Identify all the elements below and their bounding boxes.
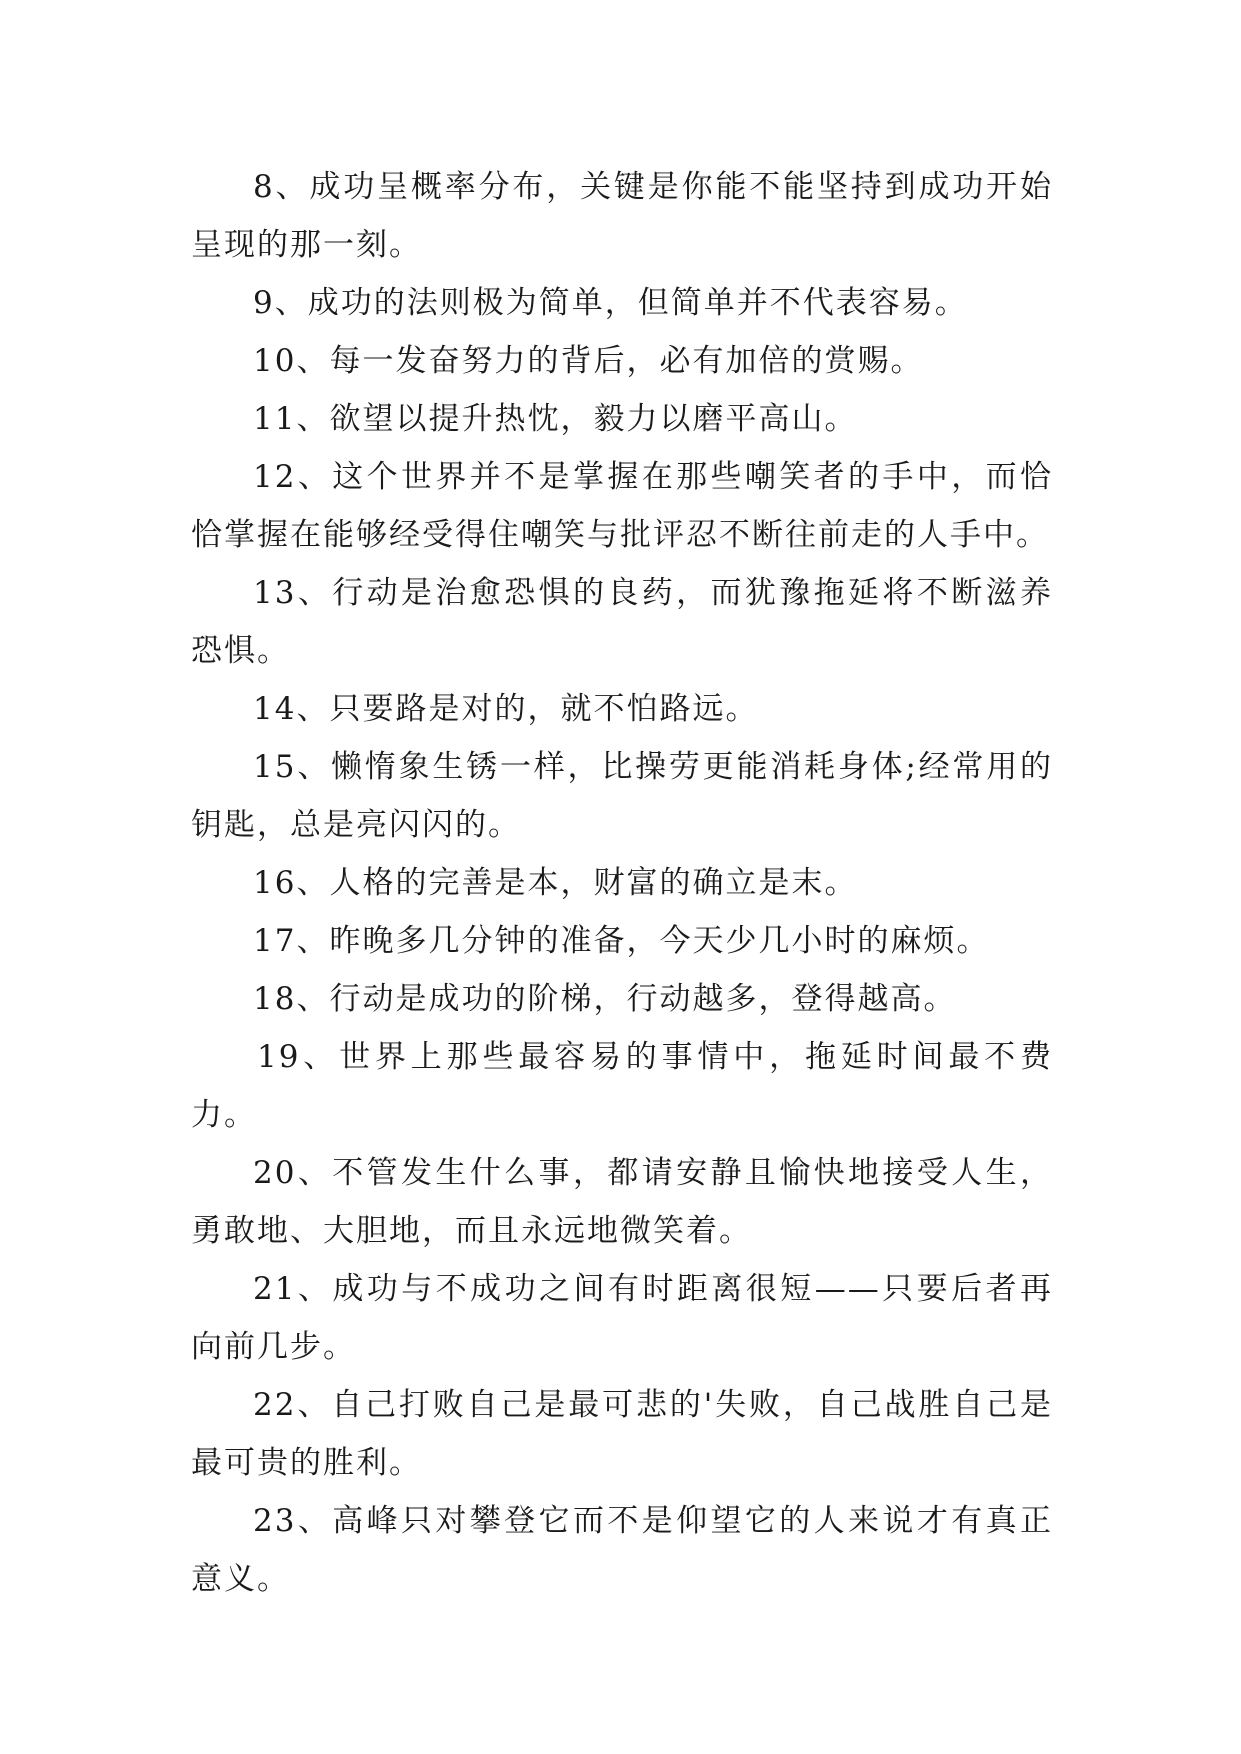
quote-17: 17、昨晚多几分钟的准备，今天少几小时的麻烦。 bbox=[253, 923, 990, 959]
quote-9: 9、成功的法则极为简单，但简单并不代表容易。 bbox=[253, 285, 968, 321]
quote-8: 8、成功呈概率分布，关键是你能不能坚持到成功开始呈现的那一刻。 bbox=[191, 169, 1053, 263]
quote-10: 10、每一发奋努力的背后，必有加倍的赏赐。 bbox=[253, 343, 924, 379]
quote-22: 22、自己打败自己是最可悲的'失败，自己战胜自己是最可贵的胜利。 bbox=[191, 1387, 1053, 1481]
quote-21: 21、成功与不成功之间有时距离很短——只要后者再向前几步。 bbox=[191, 1271, 1053, 1365]
quote-20: 20、不管发生什么事，都请安静且愉快地接受人生，勇敢地、大胆地，而且永远地微笑着。 bbox=[191, 1155, 1053, 1249]
quote-13: 13、行动是治愈恐惧的良药，而犹豫拖延将不断滋养恐惧。 bbox=[191, 575, 1053, 669]
quote-23: 23、高峰只对攀登它而不是仰望它的人来说才有真正意义。 bbox=[191, 1503, 1053, 1597]
quote-11: 11、欲望以提升热忱，毅力以磨平高山。 bbox=[253, 401, 858, 437]
quote-15: 15、懒惰象生锈一样，比操劳更能消耗身体;经常用的钥匙，总是亮闪闪的。 bbox=[191, 749, 1053, 843]
quote-14: 14、只要路是对的，就不怕路远。 bbox=[253, 691, 759, 727]
quote-18: 18、行动是成功的阶梯，行动越多，登得越高。 bbox=[253, 981, 957, 1017]
quote-12: 12、这个世界并不是掌握在那些嘲笑者的手中，而恰恰掌握在能够经受得住嘲笑与批评忍不断往前走的人手中。 bbox=[191, 459, 1053, 553]
document-page bbox=[191, 158, 1053, 1608]
quote-16: 16、人格的完善是本，财富的确立是末。 bbox=[253, 865, 858, 901]
quote-19: 19、世界上那些最容易的事情中，拖延时间最不费力。 bbox=[191, 1039, 1053, 1133]
